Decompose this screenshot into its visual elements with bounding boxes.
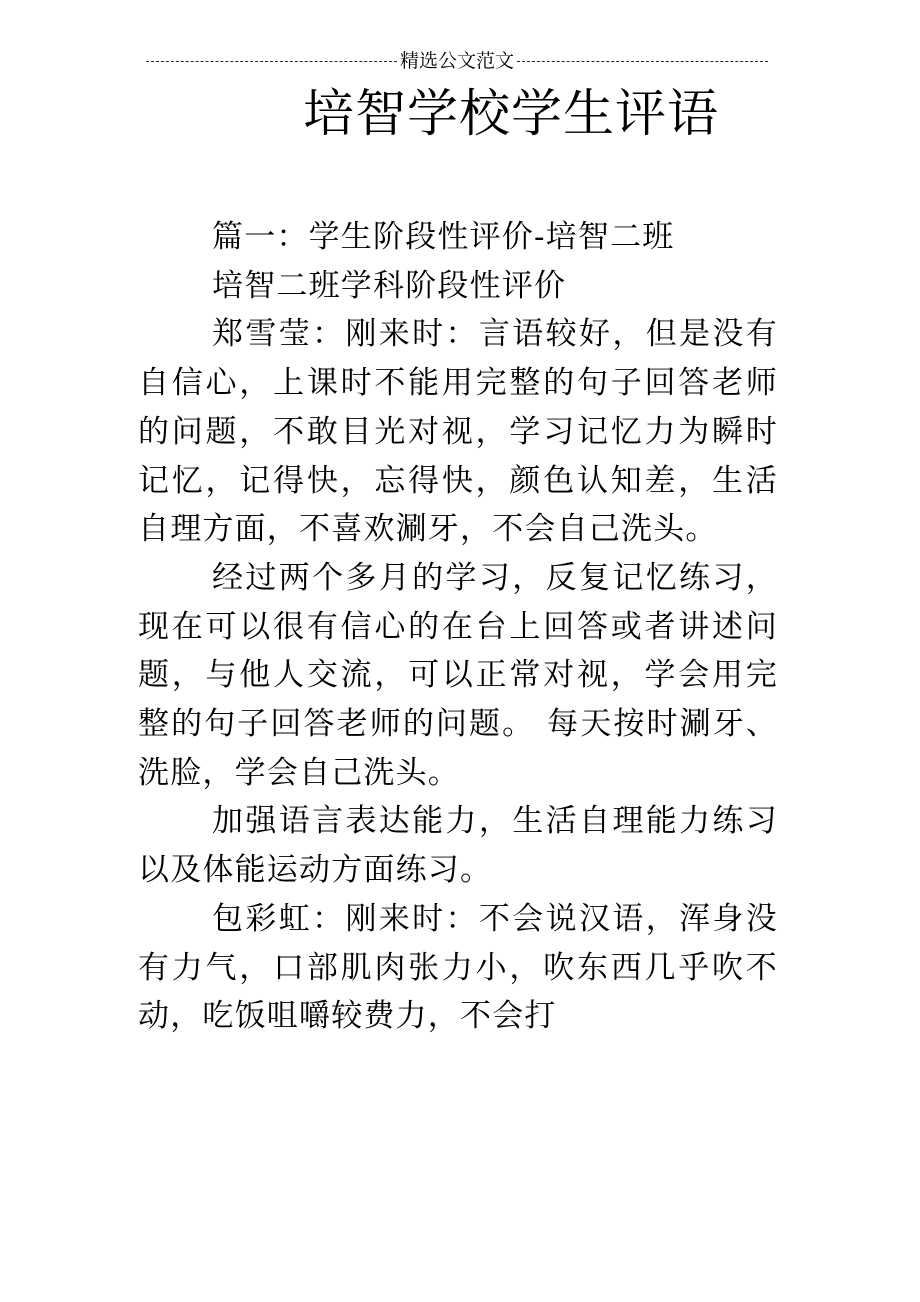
paragraph: 加强语言表达能力，生活自理能力练习以及体能运动方面练习。: [138, 803, 778, 889]
paragraph: 郑雪莹：刚来时：言语较好，但是没有自信心，上课时不能用完整的句子回答老师的问题，不敢目光对视，学习记忆力为瞬时记忆，记得快，忘得快，颜色认知差，生活自理方面，不喜欢涮牙，不会自己洗头。: [138, 316, 778, 548]
paragraph: 包彩虹：刚来时：不会说汉语，浑身没有力气，口部肌肉张力小，吹东西几乎吹不动，吃饭咀嚼较费力，不会打: [138, 900, 778, 1035]
header-dash-right: [517, 61, 768, 62]
section-subheading: 培智二班学科阶段性评价: [212, 267, 567, 304]
section-heading: 篇一：学生阶段性评价-培智二班: [212, 219, 675, 255]
header-label: 精选公文范文: [400, 50, 515, 72]
header-dash-left: [146, 61, 397, 62]
document-title: 培智学校学生评语: [303, 85, 720, 144]
page-header: [146, 46, 768, 76]
document-body: [138, 213, 778, 1041]
paragraph: 经过两个多月的学习，反复记忆练习，现在可以很有信心的在台上回答或者讲述问题，与他人交流，可以正常对视，学会用完整的句子回答老师的问题。 每天按时涮牙、洗脸，学会自己洗头。: [138, 559, 778, 791]
